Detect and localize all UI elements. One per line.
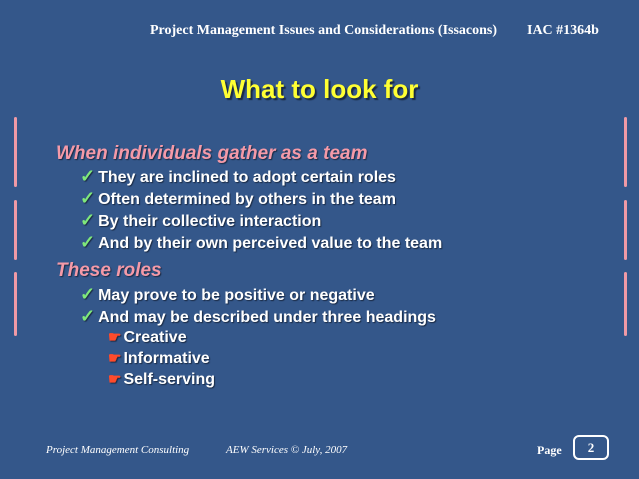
check-mark-icon: ✓ bbox=[80, 306, 96, 326]
pointing-hand-icon: ☛ bbox=[108, 329, 122, 346]
check-mark-icon: ✓ bbox=[80, 232, 96, 252]
bullet-item bbox=[80, 284, 375, 305]
sub-bullet-text: Creative bbox=[123, 329, 187, 346]
bullet-item bbox=[80, 232, 442, 253]
sub-bullet-item bbox=[108, 328, 187, 347]
bullet-text: And may be described under three headings bbox=[98, 309, 436, 326]
pointing-hand-icon: ☛ bbox=[108, 371, 122, 388]
left-decor-bar bbox=[14, 117, 17, 187]
bullet-item bbox=[80, 188, 396, 209]
section-heading: These roles bbox=[56, 260, 162, 281]
bullet-text: By their collective interaction bbox=[98, 213, 322, 230]
sub-bullet-item bbox=[108, 349, 210, 368]
right-decor-bar bbox=[624, 272, 627, 336]
footer-copyright: AEW Services © July, 2007 bbox=[226, 444, 348, 456]
left-decor-bar bbox=[14, 200, 17, 260]
sub-bullet-item bbox=[108, 370, 215, 389]
right-decor-bar bbox=[624, 200, 627, 260]
bullet-text: They are inclined to adopt certain roles bbox=[98, 169, 396, 186]
sub-bullet-text: Self-serving bbox=[123, 371, 216, 388]
page-number-box: 2 bbox=[573, 435, 609, 460]
bullet-text: And by their own perceived value to the team bbox=[98, 235, 443, 252]
bullet-text: May prove to be positive or negative bbox=[98, 287, 375, 304]
right-decor-bar bbox=[624, 117, 627, 187]
slide-title: What to look for bbox=[220, 74, 419, 104]
check-mark-icon: ✓ bbox=[80, 188, 96, 208]
left-decor-bar bbox=[14, 272, 17, 336]
bullet-text: Often determined by others in the team bbox=[98, 191, 396, 208]
check-mark-icon: ✓ bbox=[80, 284, 96, 304]
page-label: Page bbox=[537, 443, 562, 457]
bullet-item bbox=[80, 166, 396, 187]
pointing-hand-icon: ☛ bbox=[108, 350, 122, 367]
sub-bullet-text: Informative bbox=[123, 350, 210, 367]
check-mark-icon: ✓ bbox=[80, 210, 96, 230]
header-code: IAC #1364b bbox=[527, 23, 599, 38]
bullet-item bbox=[80, 306, 436, 327]
section-heading: When individuals gather as a team bbox=[56, 143, 368, 164]
check-mark-icon: ✓ bbox=[80, 166, 96, 186]
bullet-item bbox=[80, 210, 321, 231]
header-title: Project Management Issues and Considerations (Issacons) bbox=[150, 23, 498, 38]
footer-company: Project Management Consulting bbox=[46, 444, 190, 456]
